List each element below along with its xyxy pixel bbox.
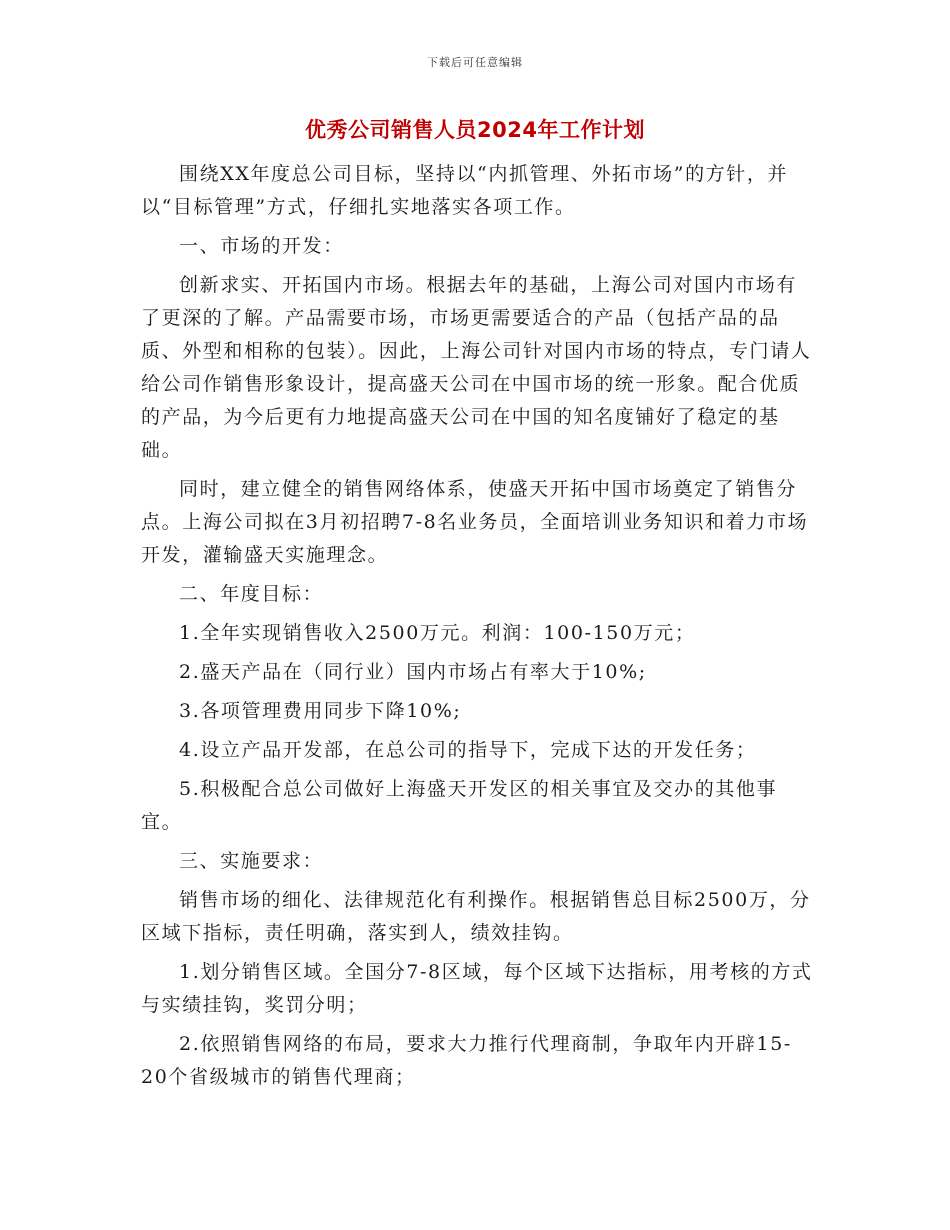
section-heading-market: 一、市场的开发：	[179, 235, 344, 257]
goal-item-1: 1.全年实现销售收入2500万元。利润：100-150万元；	[179, 622, 696, 644]
section-heading-requirements: 三、实施要求：	[179, 850, 324, 872]
section-heading-goals: 二、年度目标：	[179, 583, 324, 605]
document-body	[141, 158, 813, 1094]
paragraph-intro: 围绕XX年度总公司目标，坚持以“内抓管理、外拓市场”的方针，并以“目标管理”方式，仔细扎实地落实各项工作。	[141, 163, 789, 218]
page-header-note: 下载后可任意编辑	[427, 56, 523, 69]
requirement-item-2: 2.依照销售网络的布局，要求大力推行代理商制，争取年内开辟15-20个省级城市的销售代理商；	[141, 1033, 792, 1088]
paragraph-sales-network: 同时，建立健全的销售网络体系，使盛天开拓中国市场奠定了销售分点。上海公司拟在3月初招聘7-8名业务员，全面培训业务知识和着力市场开发，灌输盛天实施理念。	[141, 478, 809, 566]
goal-item-5: 5.积极配合总公司做好上海盛天开发区的相关事宜及交办的其他事宜。	[141, 778, 778, 833]
requirement-item-1: 1.划分销售区域。全国分7-8区域，每个区域下达指标，用考核的方式与实绩挂钩，奖罚分明；	[141, 961, 813, 1016]
paragraph-market-development: 创新求实、开拓国内市场。根据去年的基础，上海公司对国内市场有了更深的了解。产品需要市场，市场更需要适合的产品（包括产品的品质、外型和相称的包装）。因此，上海公司针对国内市场的特点，专门请人给公司作销售形象设计，提高盛天公司在中国市场的统一形象。配合优质的产品，为今后更有力地提高盛天公司在中国的知名度铺好了稳定的基础。	[141, 274, 812, 461]
document-title: 优秀公司销售人员2024年工作计划	[305, 118, 645, 142]
goal-item-2: 2.盛天产品在（同行业）国内市场占有率大于10%;	[179, 661, 647, 683]
goal-item-4: 4.设立产品开发部，在总公司的指导下，完成下达的开发任务；	[179, 739, 757, 761]
paragraph-requirements: 销售市场的细化、法律规范化有利操作。根据销售总目标2500万，分区域下指标，责任明确，落实到人，绩效挂钩。	[141, 889, 811, 944]
goal-item-3: 3.各项管理费用同步下降10%;	[179, 700, 462, 722]
